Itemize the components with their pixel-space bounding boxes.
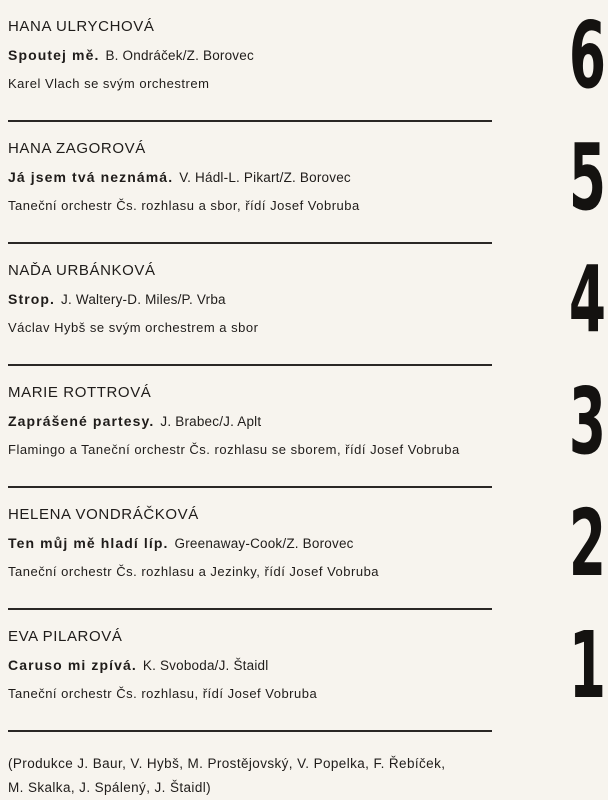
production-credits	[8, 752, 508, 800]
song-credits: Greenaway-Cook/Z. Borovec	[174, 536, 354, 551]
artist-name: HELENA VONDRÁČKOVÁ	[8, 506, 199, 523]
performer-line: Taneční orchestr Čs. rozhlasu a Jezinky, řídí Josef Vobruba	[8, 564, 380, 579]
rank-number: 4	[568, 246, 606, 353]
song-line	[8, 535, 354, 551]
song-title: Já jsem tvá neznámá.	[8, 169, 174, 185]
artist-name: EVA PILAROVÁ	[8, 628, 123, 645]
song-title: Zaprášené partesy.	[8, 413, 155, 429]
song-credits: V. Hádl-L. Pikart/Z. Borovec	[179, 170, 351, 185]
song-credits: K. Svoboda/J. Štaidl	[142, 658, 269, 673]
production-credits-line: M. Skalka, J. Spálený, J. Štaidl)	[8, 780, 212, 795]
song-line	[8, 47, 254, 63]
production-credits-line: (Produkce J. Baur, V. Hybš, M. Prostějovský, V. Popelka, F. Řebíček,	[8, 756, 446, 771]
rank-number: 6	[568, 2, 606, 109]
song-line	[8, 657, 268, 673]
rank-number: 5	[568, 124, 606, 231]
performer-line: Taneční orchestr Čs. rozhlasu a sbor, řídí Josef Vobruba	[8, 198, 360, 213]
artist-name: MARIE ROTTROVÁ	[8, 384, 152, 401]
track-entry	[0, 366, 608, 488]
rank-number: 2	[568, 490, 606, 597]
artist-name: NAĎA URBÁNKOVÁ	[8, 262, 156, 279]
performer-line: Karel Vlach se svým orchestrem	[8, 76, 210, 91]
divider	[8, 730, 492, 732]
song-line	[8, 169, 351, 185]
artist-name: HANA ULRYCHOVÁ	[8, 18, 155, 35]
song-title: Strop.	[8, 291, 56, 307]
song-line	[8, 413, 261, 429]
performer-line: Taneční orchestr Čs. rozhlasu, řídí Josef Vobruba	[8, 686, 318, 701]
song-credits: B. Ondráček/Z. Borovec	[105, 48, 254, 63]
track-entry	[0, 244, 608, 366]
song-credits: J. Waltery-D. Miles/P. Vrba	[61, 292, 226, 307]
track-entry	[0, 610, 608, 732]
track-entry	[0, 0, 608, 122]
song-title: Ten můj mě hladí líp.	[8, 535, 169, 551]
song-credits: J. Brabec/J. Aplt	[160, 414, 262, 429]
song-title: Caruso mi zpívá.	[8, 657, 137, 673]
song-line	[8, 291, 226, 307]
track-entry	[0, 488, 608, 610]
rank-number: 1	[568, 612, 606, 719]
rank-number: 3	[568, 368, 606, 475]
performer-line: Flamingo a Taneční orchestr Čs. rozhlasu se sborem, řídí Josef Vobruba	[8, 442, 460, 457]
performer-line: Václav Hybš se svým orchestrem a sbor	[8, 320, 259, 335]
song-title: Spoutej mě.	[8, 47, 100, 63]
track-entry	[0, 122, 608, 244]
artist-name: HANA ZAGOROVÁ	[8, 140, 146, 157]
